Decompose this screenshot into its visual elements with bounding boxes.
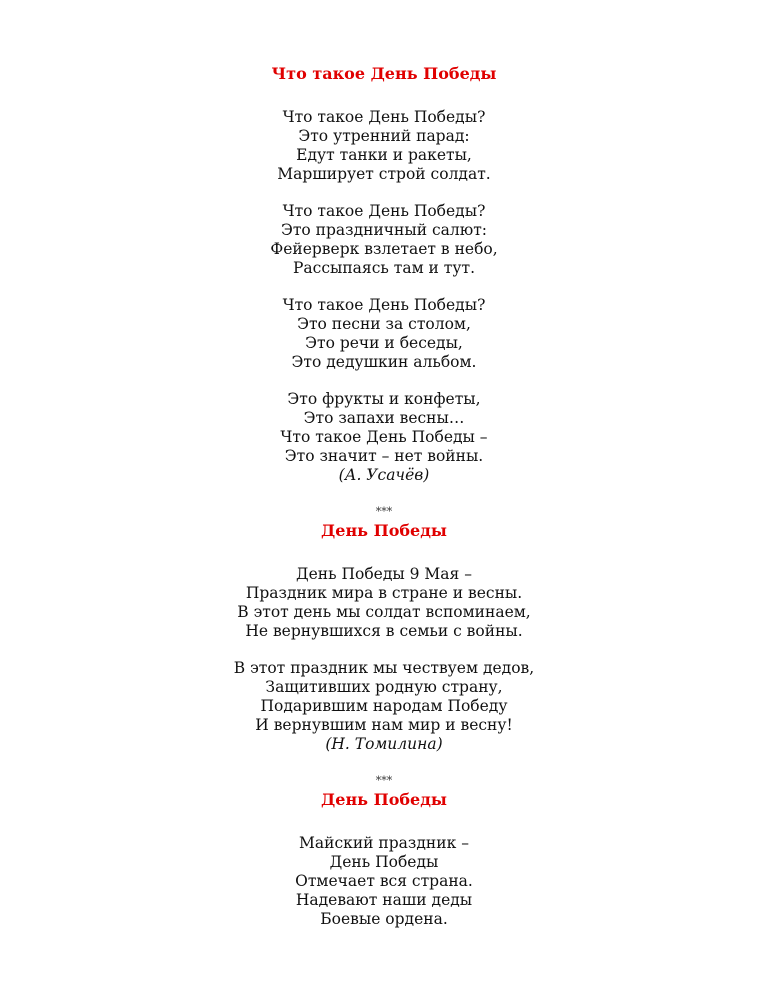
- poem-1: [0, 64, 768, 485]
- poem-line: День Победы 9 Мая –: [296, 565, 472, 583]
- poem-line: Подарившим народам Победу: [260, 697, 508, 715]
- poem-line: Праздник мира в стране и весны.: [245, 584, 523, 602]
- separator: ***: [375, 774, 393, 787]
- poem-1-title: Что такое День Победы: [271, 64, 497, 83]
- poem-line: Это утренний парад:: [298, 127, 470, 145]
- poem-line: Надевают наши деды: [295, 891, 473, 909]
- poem-line: Это запахи весны…: [303, 409, 465, 427]
- poem-line: В этот праздник мы чествуем дедов,: [233, 659, 535, 677]
- stanza: [0, 565, 768, 641]
- poem-line: Что такое День Победы?: [282, 202, 486, 220]
- poem-line: Это дедушкин альбом.: [291, 353, 477, 371]
- poem-line: Что такое День Победы?: [282, 108, 486, 126]
- poem-3: [0, 774, 768, 929]
- poem-line: И вернувшим нам мир и весну!: [255, 716, 513, 734]
- poem-line: Марширует строй солдат.: [277, 165, 491, 183]
- poem-line: День Победы: [329, 853, 439, 871]
- poem-line: Рассыпаясь там и тут.: [292, 259, 476, 277]
- stanza: [0, 108, 768, 184]
- stanza: [0, 296, 768, 372]
- poem-line: Это фрукты и конфеты,: [287, 390, 481, 408]
- poem-line: Это речи и беседы,: [305, 334, 463, 352]
- separator: ***: [375, 505, 393, 518]
- poems-container: [0, 64, 768, 929]
- poem-line: Боевые ордена.: [320, 910, 448, 928]
- poem-2: [0, 505, 768, 754]
- stanza: [0, 390, 768, 485]
- poem-line: Едут танки и ракеты,: [296, 146, 472, 164]
- poem-line: Майский праздник –: [299, 834, 469, 852]
- poem-line: Это песни за столом,: [297, 315, 471, 333]
- poem-line: Это праздничный салют:: [280, 221, 488, 239]
- poem-line: Что такое День Победы –: [280, 428, 488, 446]
- poem-line: Фейерверк взлетает в небо,: [270, 240, 498, 258]
- poem-2-title: День Победы: [321, 521, 447, 540]
- stanza: [0, 202, 768, 278]
- poem-line: Что такое День Победы?: [282, 296, 486, 314]
- poem-line: Это значит – нет войны.: [284, 447, 484, 465]
- stanza: [0, 659, 768, 754]
- stanza: [0, 834, 768, 929]
- poem-line: Отмечает вся страна.: [295, 872, 473, 890]
- poem-line: Не вернувшихся в семьи с войны.: [245, 622, 523, 640]
- poem-line: В этот день мы солдат вспоминаем,: [237, 603, 531, 621]
- poem-line: Защитивших родную страну,: [265, 678, 503, 696]
- poem-3-title: День Победы: [321, 790, 447, 809]
- poem-1-author: (А. Усачёв): [338, 466, 430, 484]
- poem-2-author: (Н. Томилина): [325, 735, 443, 753]
